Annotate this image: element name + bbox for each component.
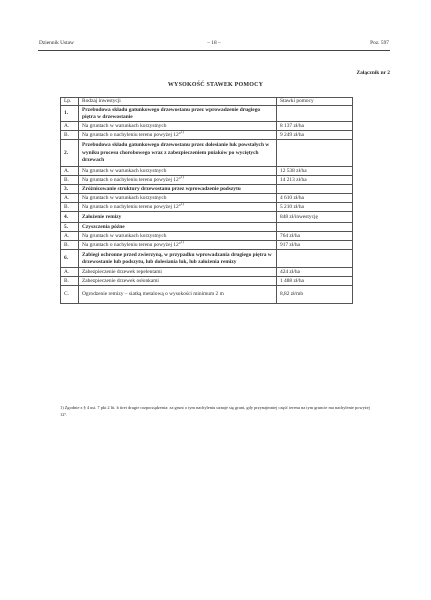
- table-row: [61, 232, 353, 241]
- row-lp: 2.: [61, 140, 79, 167]
- row-text: Na gruntach o nachyleniu terenu powyżej 12°: [82, 241, 181, 248]
- row-investment-type: [79, 194, 277, 203]
- row-investment-type: [79, 131, 277, 140]
- row-text: Zróżnicowanie struktury drzewostanu przez wprowadzenie podszytu: [82, 185, 241, 192]
- table-row: [61, 286, 353, 304]
- row-text: Przebudowa składu gatunkowego drzewostanu przez wprowadzenie drugiego piętra w drzewostanie: [82, 106, 261, 120]
- footnote-marker: 1): [180, 201, 184, 206]
- row-lp: A.: [61, 268, 79, 277]
- row-investment-type: [79, 277, 277, 286]
- row-lp: B.: [61, 277, 79, 286]
- table-row: [61, 203, 353, 212]
- row-lp: 1.: [61, 106, 79, 122]
- row-text: Zabezpieczenie drzewek osłonkami: [82, 277, 159, 284]
- row-lp: A.: [61, 167, 79, 176]
- row-investment-type: [79, 268, 277, 277]
- footnote-marker: 1): [180, 129, 184, 134]
- document-title: WYSOKOŚĆ STAWEK POMOCY: [167, 82, 264, 88]
- journal-name: Dziennik Ustaw: [39, 40, 74, 46]
- row-aid-rate: [277, 250, 353, 268]
- row-aid-rate: 14 213 zł/ha: [277, 176, 353, 185]
- table-row: [61, 268, 353, 277]
- row-lp: A.: [61, 194, 79, 203]
- row-text: Na gruntach w warunkach korzystnych: [82, 194, 167, 201]
- row-aid-rate: 424 zł/ha: [277, 268, 353, 277]
- row-lp: B.: [61, 176, 79, 185]
- row-text: Na gruntach o nachyleniu terenu powyżej 12°: [82, 203, 181, 210]
- row-lp: 3.: [61, 185, 79, 194]
- table-row: [61, 176, 353, 185]
- row-aid-rate: 12 538 zł/ha: [277, 167, 353, 176]
- footnote-marker: 1): [180, 174, 184, 179]
- table-row: [61, 194, 353, 203]
- row-lp: 6.: [61, 250, 79, 268]
- row-investment-type: [79, 232, 277, 241]
- row-aid-rate: 9 249 zł/ha: [277, 131, 353, 140]
- row-lp: A.: [61, 232, 79, 241]
- row-lp: B.: [61, 241, 79, 250]
- row-investment-type: [79, 223, 277, 232]
- row-text: Na gruntach w warunkach korzystnych: [82, 232, 167, 239]
- row-lp: C.: [61, 286, 79, 304]
- footnote-marker: 1): [180, 239, 184, 244]
- row-aid-rate: 4 610 zł/ha: [277, 194, 353, 203]
- row-aid-rate: 8 137 zł/ha: [277, 122, 353, 131]
- row-aid-rate: [277, 223, 353, 232]
- row-text: Czyszczenia późne: [82, 223, 125, 230]
- table-row: [61, 212, 353, 223]
- row-aid-rate: 764 zł/ha: [277, 232, 353, 241]
- table-header-row: [61, 98, 353, 106]
- table-row: [61, 223, 353, 232]
- page-number: – 18 –: [207, 40, 221, 46]
- row-investment-type: [79, 185, 277, 194]
- row-investment-type: [79, 176, 277, 185]
- row-aid-rate: [277, 106, 353, 122]
- table-row: [61, 185, 353, 194]
- row-aid-rate: [277, 185, 353, 194]
- row-aid-rate: 8,82 zł/mb: [277, 286, 353, 304]
- annex-label: Załącznik nr 2: [356, 70, 390, 76]
- row-lp: 4.: [61, 212, 79, 223]
- row-investment-type: [79, 241, 277, 250]
- page-header: [38, 38, 390, 51]
- row-investment-type: [79, 122, 277, 131]
- row-text: Na gruntach o nachyleniu terenu powyżej 12°: [82, 176, 181, 183]
- row-aid-rate: 1 488 zł/ha: [277, 277, 353, 286]
- header-lp: Lp.: [61, 98, 79, 106]
- table-row: [61, 277, 353, 286]
- row-investment-type: [79, 140, 277, 167]
- row-aid-rate: 848 zł/inwestycję: [277, 212, 353, 223]
- row-text: Założenie remizy: [82, 213, 122, 220]
- row-text: Ogrodzenie remizy – siatką metalową o wysokości minimum 2 m: [82, 291, 224, 298]
- row-investment-type: [79, 106, 277, 122]
- row-aid-rate: 5 210 zł/ha: [277, 203, 353, 212]
- row-text: Na gruntach w warunkach korzystnych: [82, 167, 167, 174]
- row-aid-rate: 917 zł/ha: [277, 241, 353, 250]
- position-number: Poz. 597: [370, 40, 389, 46]
- row-investment-type: [79, 212, 277, 223]
- table-row: [61, 167, 353, 176]
- header-investment-type: Rodzaj inwestycji: [79, 98, 277, 106]
- row-lp: B.: [61, 203, 79, 212]
- header-aid-rate: Stawki pomocy: [277, 98, 353, 106]
- row-investment-type: [79, 250, 277, 268]
- row-aid-rate: [277, 140, 353, 167]
- table-row: [61, 250, 353, 268]
- footnote: 1) Zgodnie z § 4 ust. 7 pkt 2 lit. b tiret drugie rozporządzenia: za grunt o tym nachyleniu uznaje się grunt, gdy przynajmniej część terenu na tym gruncie ma nachylenie powyżej 12°.: [60, 405, 370, 417]
- row-text: Przebudowa składu gatunkowego drzewostanu przez dolesianie luk powstałych w wyniku procesu chorobowego wraz z zabezpieczeniem pniaków po wyciętych drzewach: [82, 142, 270, 163]
- row-lp: 5.: [61, 223, 79, 232]
- table-row: [61, 106, 353, 122]
- row-text: Zabezpieczenie drzewek repelentami: [82, 268, 162, 275]
- row-text: Na gruntach w warunkach korzystnych: [82, 122, 167, 129]
- table-row: [61, 241, 353, 250]
- table-row: [61, 131, 353, 140]
- row-text: Na gruntach o nachyleniu terenu powyżej 12°: [82, 131, 181, 138]
- row-lp: A.: [61, 122, 79, 131]
- row-investment-type: [79, 167, 277, 176]
- aid-rates-table: [60, 97, 353, 304]
- row-text: Zabiegi ochronne przed zwierzyną, w przypadku wprowadzania drugiego piętra w drzewostanie lub podszytu, lub dolesiania luk, lub założenia remizy: [82, 251, 272, 265]
- table-row: [61, 122, 353, 131]
- row-investment-type: [79, 203, 277, 212]
- row-investment-type: [79, 286, 277, 304]
- table-row: [61, 140, 353, 167]
- row-lp: B.: [61, 131, 79, 140]
